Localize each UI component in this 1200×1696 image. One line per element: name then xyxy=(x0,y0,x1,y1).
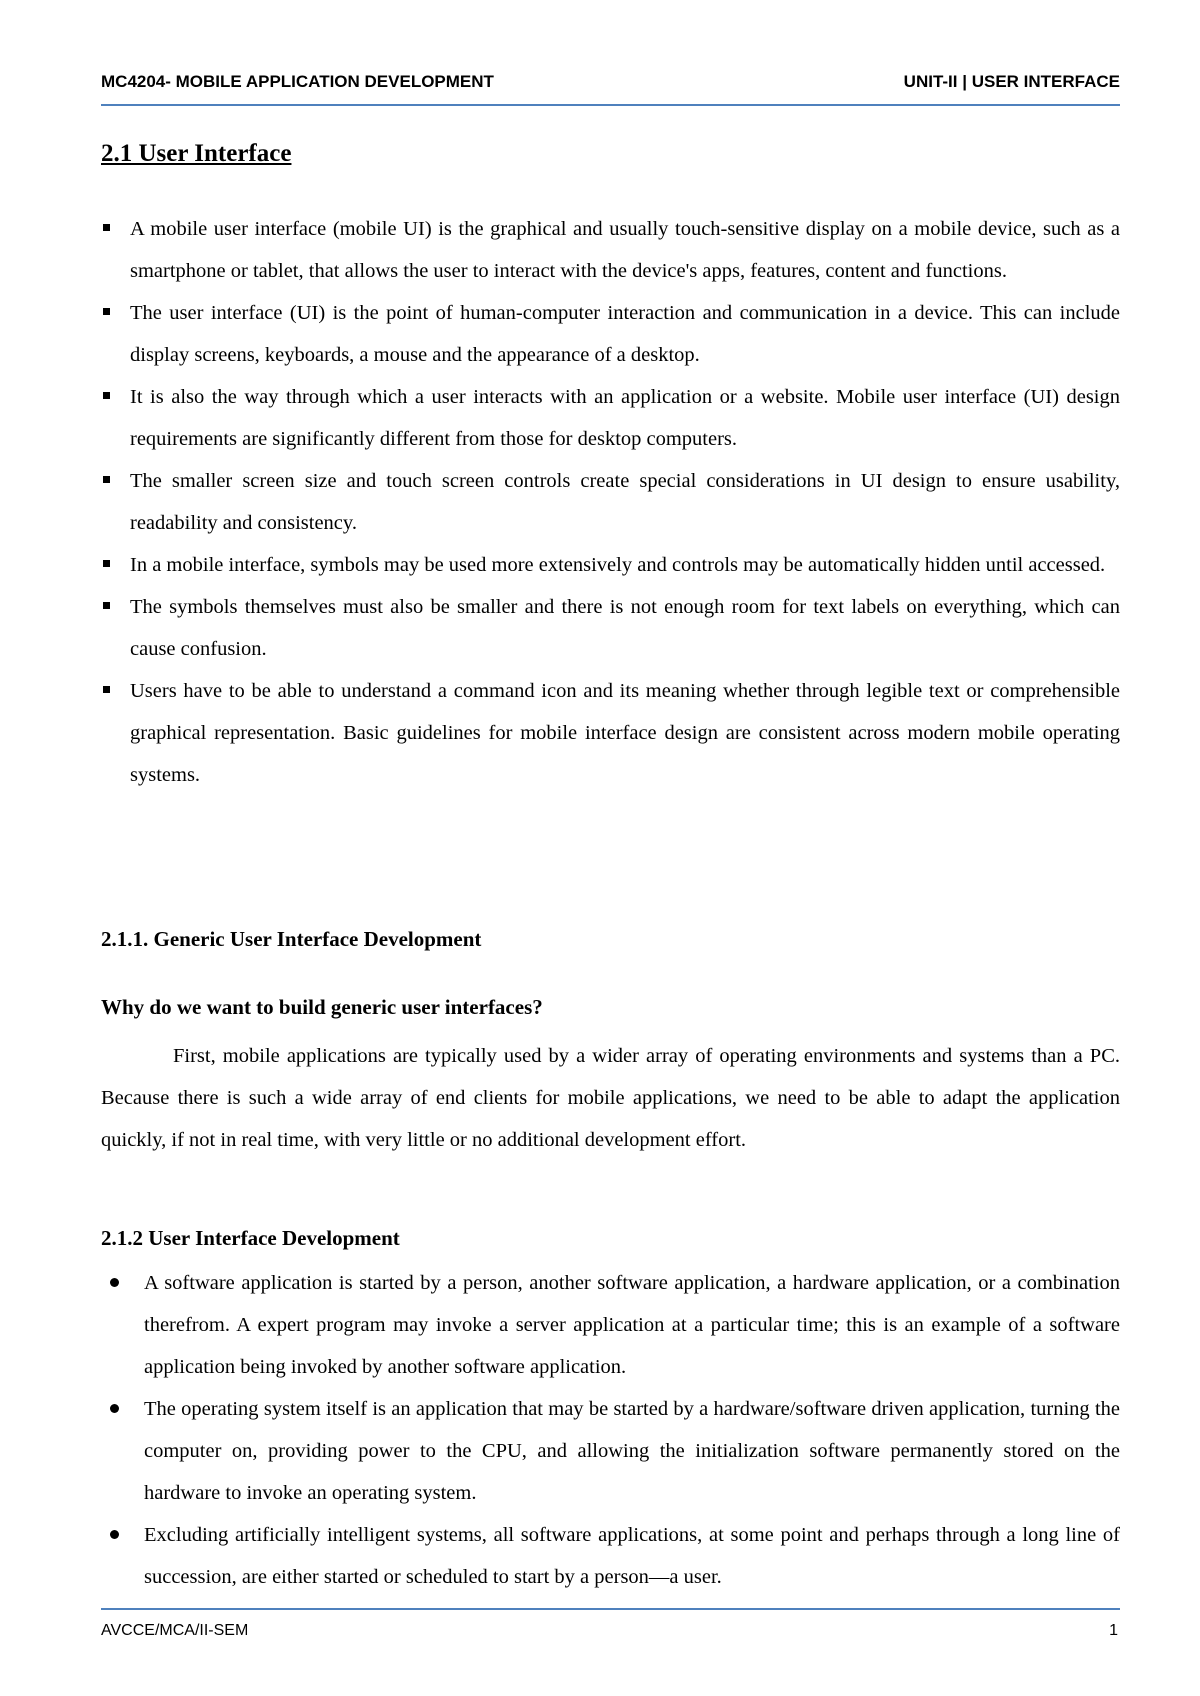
list-item: The symbols themselves must also be smaller and there is not enough room for text labels on everything, which can cause confusion. xyxy=(101,586,1120,670)
page-number: 1 xyxy=(1109,1622,1118,1639)
list-item: A mobile user interface (mobile UI) is the graphical and usually touch-sensitive display on a mobile device, such as a smartphone or tablet, that allows the user to interact with the device's apps, features, content and functions. xyxy=(101,208,1120,292)
user-interface-bullet-list xyxy=(101,208,1120,796)
page-footer xyxy=(101,1622,1120,1646)
generic-ui-paragraph: First, mobile applications are typically used by a wider array of operating environments and systems than a PC. Because there is such a wide array of end clients for mobile applications, we need to be able to adapt the application quickly, if not in real time, with very little or no additional development effort. xyxy=(101,1045,1120,1151)
generic-ui-question: Why do we want to build generic user interfaces? xyxy=(101,995,543,1019)
list-item: The smaller screen size and touch screen controls create special considerations in UI design to ensure usability, readability and consistency. xyxy=(101,460,1120,544)
ui-development-bullet-list xyxy=(101,1262,1120,1598)
list-item: It is also the way through which a user interacts with an application or a website. Mobile user interface (UI) design requirements are significantly different from those for desktop computers. xyxy=(101,376,1120,460)
footer-institution: AVCCE/MCA/II-SEM xyxy=(101,1622,249,1639)
section-title: 2.1 User Interface xyxy=(101,140,292,167)
page-header xyxy=(101,72,1120,96)
list-item: A software application is started by a person, another software application, a hardware application, or a combination therefrom. A expert program may invoke a server application at a particular time; this is an example of a software application being invoked by another software application. xyxy=(101,1262,1120,1388)
ui-development-heading: 2.1.2 User Interface Development xyxy=(101,1226,400,1250)
header-course-title: MC4204- MOBILE APPLICATION DEVELOPMENT xyxy=(101,72,494,91)
list-item: Users have to be able to understand a command icon and its meaning whether through legible text or comprehensible graphical representation. Basic guidelines for mobile interface design are consistent across modern mobile operating systems. xyxy=(101,670,1120,796)
header-divider xyxy=(101,104,1120,106)
header-unit-title: UNIT-II | USER INTERFACE xyxy=(903,72,1120,91)
list-item: The user interface (UI) is the point of human-computer interaction and communication in a device. This can include display screens, keyboards, a mouse and the appearance of a desktop. xyxy=(101,292,1120,376)
list-item: Excluding artificially intelligent systems, all software applications, at some point and perhaps through a long line of succession, are either started or scheduled to start by a person—a user. xyxy=(101,1514,1120,1598)
list-item: The operating system itself is an application that may be started by a hardware/software driven application, turning the computer on, providing power to the CPU, and allowing the initialization software permanently stored on the hardware to invoke an operating system. xyxy=(101,1388,1120,1514)
generic-ui-heading: 2.1.1. Generic User Interface Development xyxy=(101,927,482,951)
footer-divider xyxy=(101,1608,1120,1610)
list-item: In a mobile interface, symbols may be used more extensively and controls may be automatically hidden until accessed. xyxy=(101,544,1120,586)
